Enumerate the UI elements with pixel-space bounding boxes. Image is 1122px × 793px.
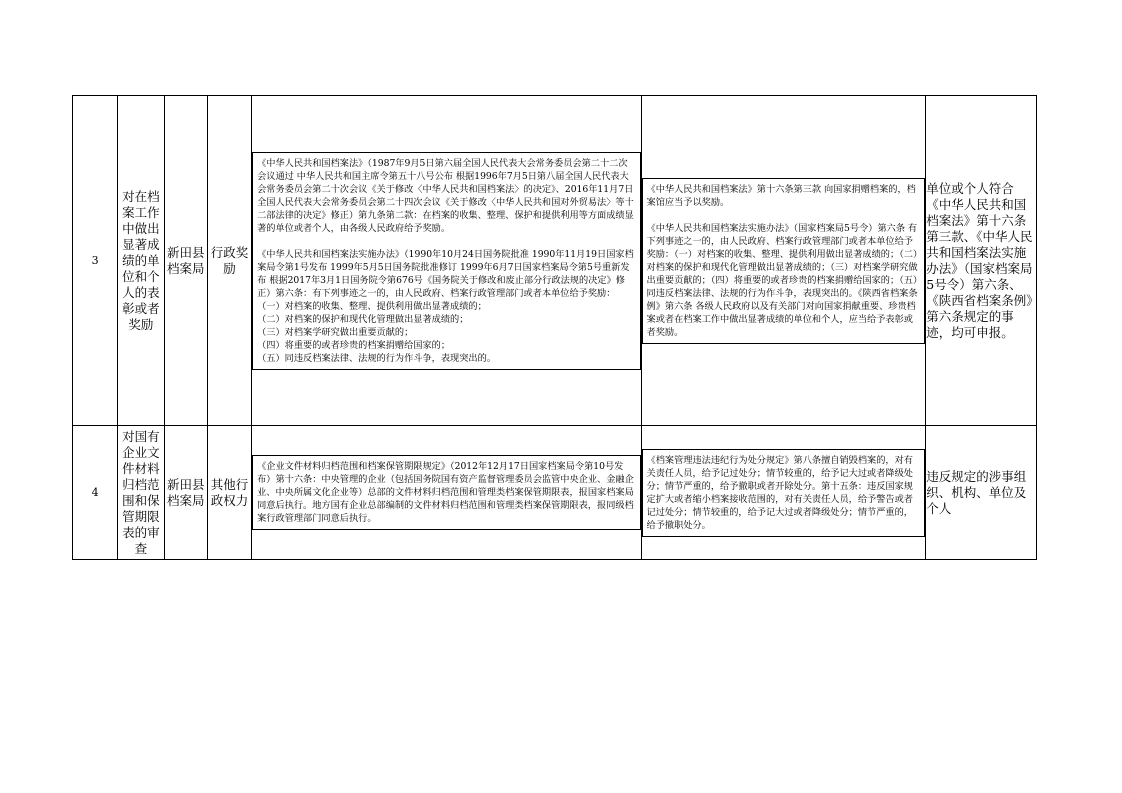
department: 新田县档案局 <box>164 426 207 560</box>
table-row <box>73 426 1037 560</box>
legal-basis-line: （四）将重要的或者珍贵的档案捐赠给国家的； <box>257 339 451 351</box>
table-row <box>73 96 1037 426</box>
legal-basis-line: （一）对档案的收集、整理、提供利用做出显著成绩的； <box>257 300 487 312</box>
scope-cell: 单位或个人符合《中华人民共和国档案法》第十六条第三款、《中华人民共和国档案法实施办法》（国家档案局5号令）第六条、《陕西省档案条例》第六条规定的事迹，均可申报。 <box>926 96 1037 426</box>
detail-paragraph: 《中华人民共和国档案法实施办法》（国家档案局5号令）第六条 有下列事迹之一的，由人民政府、档案行政管理部门或者本单位给予奖励：（一）对档案的收集、整理、提供利用做出显著成绩的；（二）对档案的保护和现代化管理做出显著成绩的；（三）对档案学研究做出重要贡献的；（四）将重要的或者珍贵的档案捐赠给国家的；（五）同违反档案法律、法规的行为作斗争，表现突出的。《陕西省档案条例》第六条 各级人民政府以及有关部门对向国家捐献重要、珍贵档案或者在档案工作中做出显著成绩的单位和个人，应当给予表彰或者奖励。 <box>646 222 918 338</box>
department: 新田县档案局 <box>164 96 207 426</box>
legal-basis-line: （二）对档案的保护和现代化管理做出显著成绩的； <box>257 313 469 325</box>
scope-cell: 违反规定的涉事组织、机构、单位及个人 <box>926 426 1037 560</box>
detail-paragraph: 《中华人民共和国档案法》第十六条第三款 向国家捐赠档案的，档案馆应当予以奖励。 <box>646 183 916 208</box>
row-number: 4 <box>73 426 118 560</box>
power-list-table <box>72 95 1037 560</box>
legal-basis-line: （三）对档案学研究做出重要贡献的； <box>257 326 414 338</box>
power-type: 行政奖励 <box>207 96 251 426</box>
item-name: 对在档案工作中做出显著成绩的单位和个人的表彰或者奖励 <box>118 96 164 426</box>
legal-basis-cell <box>252 426 641 560</box>
power-type: 其他行政权力 <box>207 426 251 560</box>
detail-basis-cell <box>641 96 926 426</box>
legal-basis-cell <box>252 96 641 426</box>
detail-basis-cell <box>641 426 926 560</box>
legal-basis-paragraph: 《企业文件材料归档范围和档案保管期限规定》（2012年12月17日国家档案局令第10号发布）第十六条：中央管理的企业（包括国务院国有资产监督管理委员会监管中央企业、金融企业、中央所属文化企业等）总部的文件材料归档范围和管理类档案保管期限表，报国家档案局同意后执行。地方国有企业总部编制的文件材料归档范围和管理类档案保管期限表，报同级档案行政管理部门同意后执行。 <box>257 461 634 524</box>
legal-basis-paragraph: 《中华人民共和国档案法实施办法》（1990年10月24日国务院批准 1990年11月19日国家档案局令第1号发布 1999年5月5日国务院批准修订 1999年6月7日国家档案局令第5号重新发布 根据2017年3月1日国务院令第676号《国务院关于修改和废止部分行政法规的决定》修正）第六条：有下列事迹之一的，由人民政府、档案行政管理部门或者本单位给予奖励： <box>257 248 634 299</box>
row-number: 3 <box>73 96 118 426</box>
legal-basis-line: （五）同违反档案法律、法规的行为作斗争，表现突出的。 <box>257 352 496 364</box>
legal-basis-paragraph: 《中华人民共和国档案法》（1987年9月5日第六届全国人民代表大会常务委员会第二十二次会议通过 中华人民共和国主席令第五十八号公布 根据1996年7月5日第八届全国人民代表大会常务委员会第二十次会议《关于修改〈中华人民共和国档案法〉的决定》、2016年11月7日全国人民代表大会常务委员会第二十四次会议《关于修改〈中华人民共和国对外贸易法〉等十二部法律的决定》修正）第九条第二款：在档案的收集、整理、保护和提供利用等方面成绩显著的单位或者个人，由各级人民政府给予奖励。 <box>257 157 634 234</box>
item-name: 对国有企业文件材料归档范围和保管期限表的审查 <box>118 426 164 560</box>
detail-paragraph: 《档案管理违法违纪行为处分规定》第八条擅自销毁档案的，对有关责任人员，给予记过处分；情节较重的，给予记大过或者降级处分；情节严重的，给予撤职或者开除处分。第十五条：违反国家规定扩大或者缩小档案接收范围的，对有关责任人员，给予警告或者记过处分；情节较重的，给予记大过或者降级处分；情节严重的，给予撤职处分。 <box>646 454 913 531</box>
